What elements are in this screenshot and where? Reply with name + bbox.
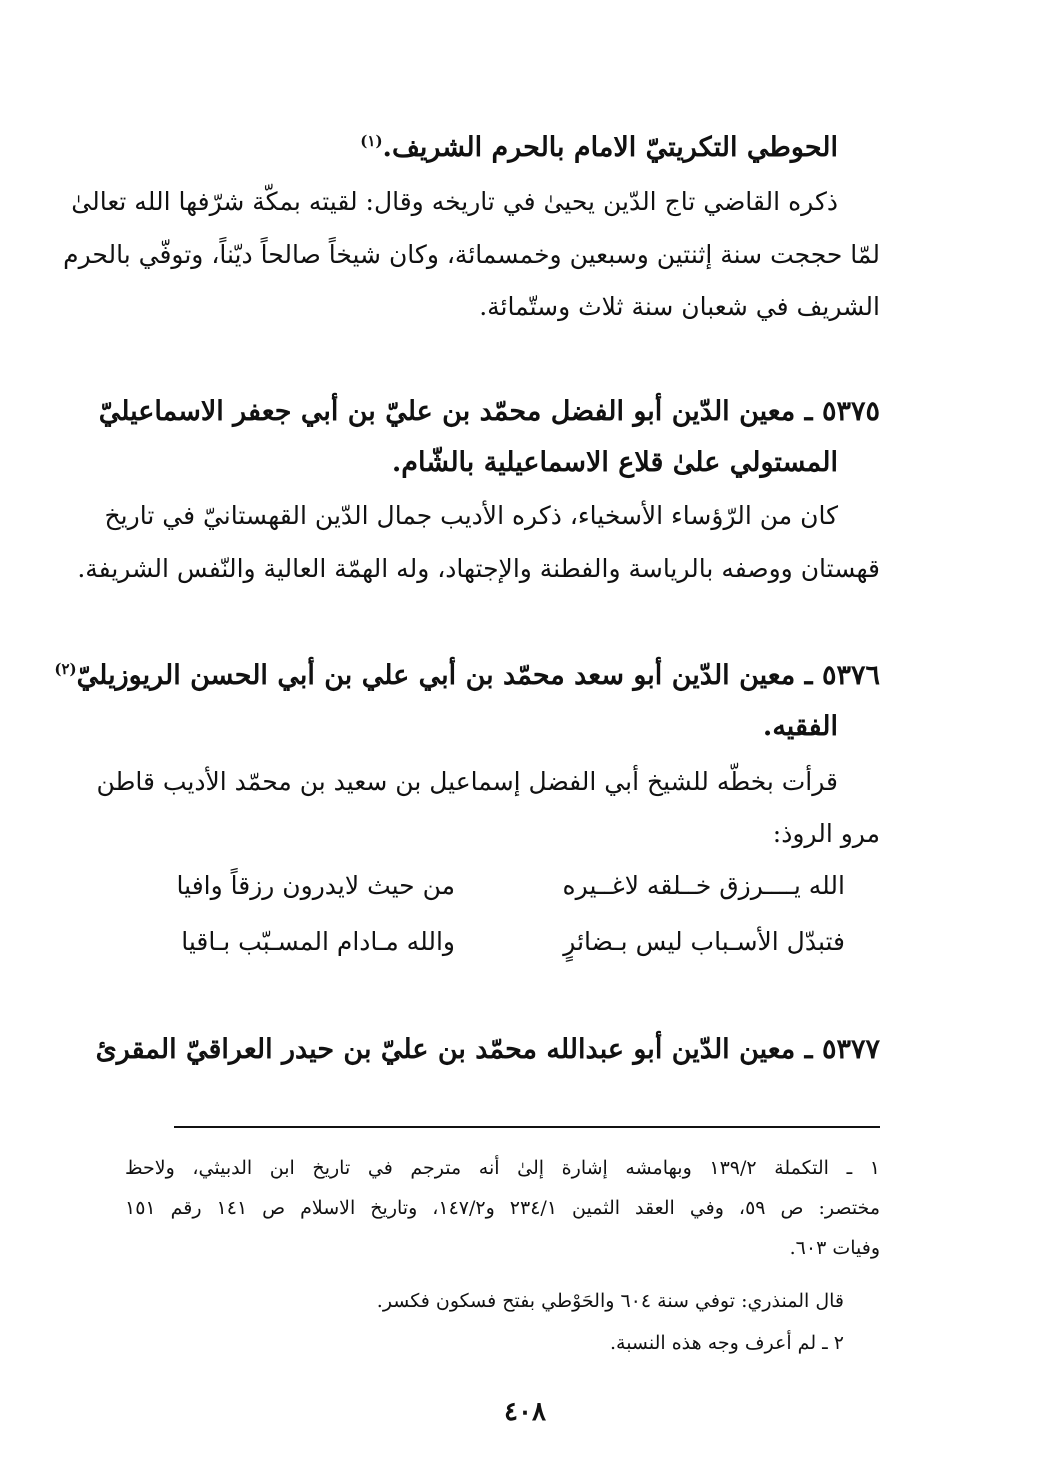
page-number: ٤٠٨ [504,1397,546,1427]
footnote-1-line-3: وفيات ٦٠٣. [789,1237,880,1259]
entry-prev-heading: الحوطي التكريتيّ الامام بالحرم الشريف.$^{(١)}$ [360,132,838,163]
entry-5376-line-2: مرو الروذ: [772,819,880,848]
footnote-marker-2: (٢) [54,660,77,678]
footnote-marker-1: (١) [360,132,383,150]
entry-5376-line-1: قرأت بخطّه للشيخ أبي الفضل إسماعيل بن سعيد بن محمّد الأديب قاطن [96,767,838,796]
verse-2-second-hemistich: والله مـادام المسـبّب بـاقيا [181,927,455,956]
entry-prev-line-2: لمّا حججت سنة إثنتين وسبعين وخمسمائة، وكان شيخاً صالحاً ديّناً، وتوفّي بالحرم [63,240,880,269]
entry-5377-heading: ٥٣٧٧ ـ معين الدّين أبو عبدالله محمّد بن عليّ بن حيدر العراقيّ المقرئ [95,1034,880,1065]
footnote-1-line-2: مختصر: ص ٥٩، وفي العقد الثمين ٢٣٤/١ و١٤٧/٢، وتاريخ الاسلام ص ١٤١ رقم ١٥١ [125,1197,880,1219]
verse-2-first-hemistich: فتبدّل الأسـباب ليس بـضائرٍ [563,927,845,956]
entry-prev-line-3: الشريف في شعبان سنة ثلاث وستّمائة. [479,292,880,321]
entry-5375-line-1: كان من الرّؤساء الأسخياء، ذكره الأديب جمال الدّين القهستانيّ في تاريخ [104,501,838,530]
entry-5375-heading-1: ٥٣٧٥ ـ معين الدّين أبو الفضل محمّد بن عليّ بن أبي جعفر الاسماعيليّ [98,396,880,427]
verse-1-second-hemistich: من حيث لايدرون رزقاً وافيا [176,871,455,900]
footnote-1-line-1: ١ ـ التكملة ١٣٩/٢ وبهامشه إشارة إلىٰ أنه مترجم في تاريخ ابن الدبيثي، ولاحظ [125,1157,880,1179]
verse-1-first-hemistich: الله يــــرزق خــلقه لاغــيره [562,871,845,900]
footnote-2: ٢ ـ لم أعرف وجه هذه النسبة. [609,1332,844,1354]
footnote-separator [174,1126,880,1128]
entry-prev-line-1: ذكره القاضي تاج الدّين يحيىٰ في تاريخه وقال: لقيته بمكّة شرّفها الله تعالىٰ [71,187,838,216]
entry-5376-heading-1: ٥٣٧٦ ـ معين الدّين أبو سعد محمّد بن أبي علي بن أبي الحسن الريوزيليّ$^{(٢)}$ [54,660,880,691]
footnote-1-line-4: قال المنذري: توفي سنة ٦٠٤ والحَوْطي بفتح فسكون فكسر. [376,1290,844,1312]
entry-5375-line-2: قهستان ووصفه بالرياسة والفطنة والإجتهاد، وله الهمّة العالية والنّفس الشريفة. [77,554,880,583]
entry-5376-heading-2: الفقيه. [762,711,838,742]
entry-5375-heading-2: المستولي علىٰ قلاع الاسماعيلية بالشّام. [391,447,838,478]
